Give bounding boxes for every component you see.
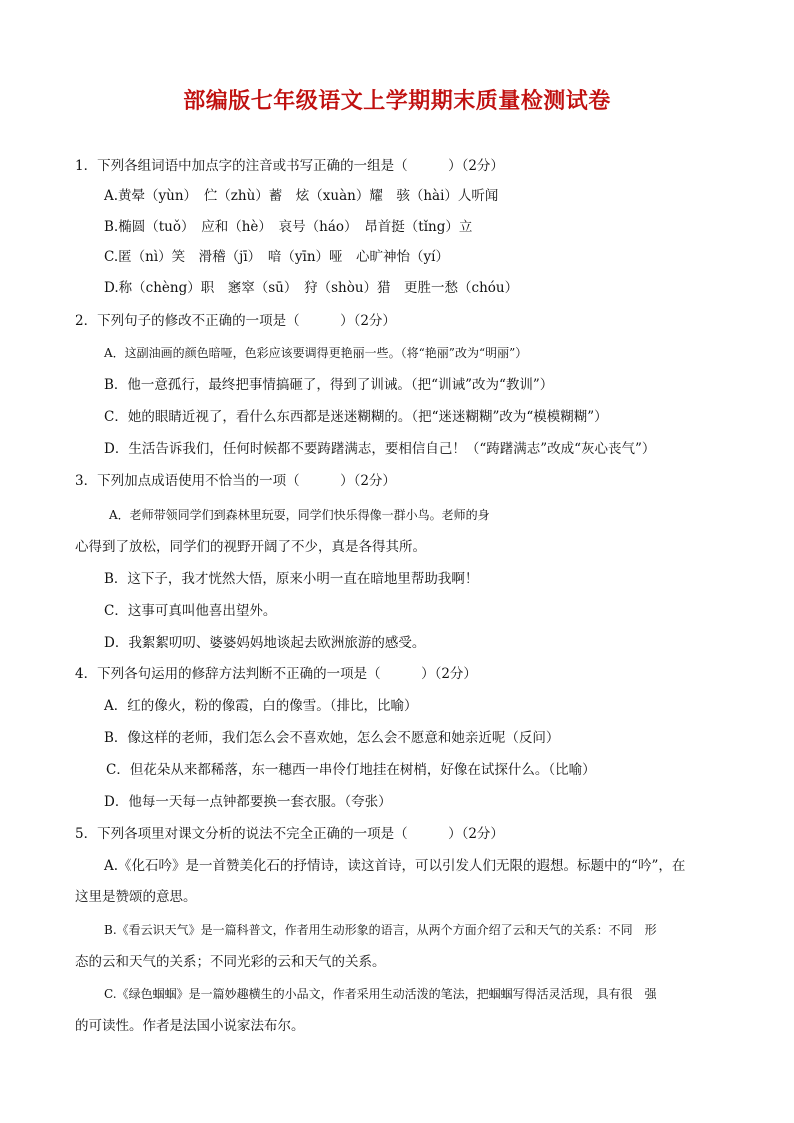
question-3-option-a-line-1: A．老师带领同学们到森林里玩耍，同学们快乐得像一群小鸟。老师的身 [109,508,490,522]
question-2-option-d: D．生活告诉我们，任何时候都不要踌躇满志，要相信自己！（“踌躇满志”改成“灰心丧气”） [104,441,656,457]
question-1-option-c: C.匿（nì）笑 滑稽（jī） 喑（yīn）哑 心旷神怡（yí） [104,249,449,265]
question-1-option-a: A.黄晕（yùn） 伫（zhù）蓄 炫（xuàn）耀 骇（hài）人听闻 [104,188,499,204]
question-4-option-d: D．他每一天每一点钟都要换一套衣服。（夸张） [104,794,392,810]
question-4-option-b: B．像这样的老师，我们怎么会不喜欢她，怎么会不愿意和她亲近呢（反问） [104,730,560,746]
question-4-option-c: C．但花朵从来都稀落，东一穗西一串伶仃地挂在树梢，好像在试探什么。（比喻） [106,762,596,778]
question-5-stem: 5．下列各项里对课文分析的说法不完全正确的一项是（ ）（2分） [75,826,504,842]
question-5-option-c-line-1: C.《绿色蝈蝈》是一篇妙趣横生的小品文，作者采用生动活泼的笔法，把蝈蝈写得活灵活现，具有很 强 [104,987,657,1001]
question-3-stem: 3．下列加点成语使用不恰当的一项（ ）（2分） [75,473,396,489]
question-3-option-a-line-2: 心得到了放松，同学们的视野开阔了不少，真是各得其所。 [75,539,426,555]
question-5-option-a-line-1: A.《化石吟》是一首赞美化石的抒情诗，读这首诗，可以引发人们无限的遐想。标题中的“吟”，在 [104,858,686,874]
question-2-stem: 2．下列句子的修改不正确的一项是（ ）（2分） [75,313,396,329]
question-4-option-a: A．红的像火，粉的像霞，白的像雪。（排比，比喻） [104,698,418,714]
question-2-option-a: A．这副油画的颜色暗哑，色彩应该要调得更艳丽一些。（将“艳丽”改为“明丽”） [104,346,528,360]
page-title: 部编版七年级语文上学期期末质量检测试卷 [183,89,611,114]
question-1-option-b: B.椭圆（tuǒ） 应和（hè） 哀号（háo） 昂首挺（tǐng）立 [104,219,473,235]
question-1-stem: 1．下列各组词语中加点字的注音或书写正确的一组是（ ）（2分） [75,158,504,174]
question-4-stem: 4．下列各句运用的修辞方法判断不正确的一项是（ ）（2分） [75,666,477,682]
question-1-option-d: D.称（chèng）职 窸窣（sū） 狩（shòu）猎 更胜一愁（chóu） [104,280,519,296]
question-3-option-c: C．这事可真叫他喜出望外。 [104,603,277,619]
question-3-option-b: B．这下子，我才恍然大悟，原来小明一直在暗地里帮助我啊！ [104,571,479,587]
question-5-option-a-line-2: 这里是赞颂的意思。 [75,889,197,905]
question-2-option-c: C．她的眼睛近视了，看什么东西都是迷迷糊糊的。（把“迷迷糊糊”改为“模模糊糊”） [104,409,608,425]
question-3-option-d: D．我絮絮叨叨、婆婆妈妈地谈起去欧洲旅游的感受。 [104,635,426,651]
question-5-option-b-line-2: 态的云和天气的关系；不同光彩的云和天气的关系。 [75,954,386,970]
question-5-option-b-line-1: B.《看云识天气》是一篇科普文，作者用生动形象的语言，从两个方面介绍了云和天气的关系：不同 形 [104,923,657,937]
question-5-option-c-line-2: 的可读性。作者是法国小说家法布尔。 [75,1018,305,1034]
question-2-option-b: B．他一意孤行，最终把事情搞砸了，得到了训诫。（把“训诫”改为“教训”） [104,377,554,393]
